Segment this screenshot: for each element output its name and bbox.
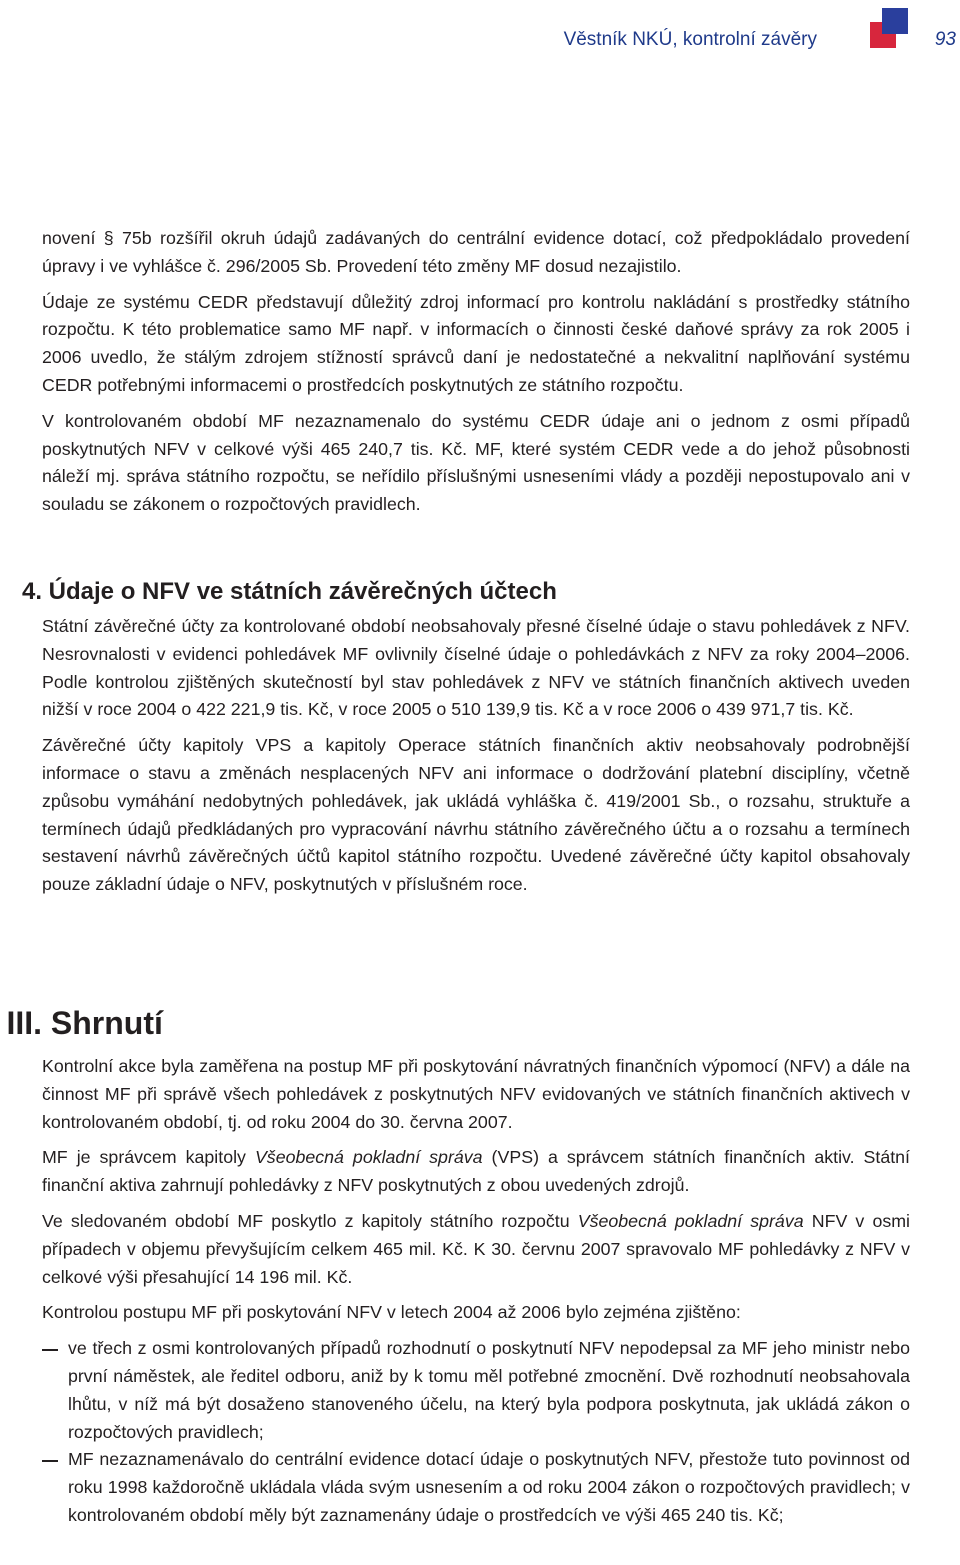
- section-title: Shrnutí: [50, 1005, 163, 1041]
- paragraph: Ve sledovaném období MF poskytlo z kapitoly státního rozpočtu Všeobecná pokladní správa NFV v osmi případech v objemu převyšujícím celkem 465 mil. Kč. K 30. červnu 2007 spravovalo MF pohledávky z NFV v celkové výši přesahující 14 196 mil. Kč.: [42, 1210, 910, 1287]
- findings-list: [42, 1335, 910, 1530]
- emphasis: Všeobecná pokladní správa: [577, 1210, 804, 1231]
- section-title: Údaje o NFV ve státních závěrečných účtech: [48, 578, 557, 605]
- paragraph: Závěrečné účty kapitoly VPS a kapitoly Operace státních finančních aktiv neobsahovaly podrobnější informace o stavu a změnách nesplacených NFV ani informace o dodržování platební disciplíny, včetně způsobu vymáhání nedobytných pohledávek, jak ukládá vyhláška č. 419/2001 Sb., o rozsahu, struktuře a termínech údajů předkládaných pro vypracování návrhu státního závěrečného účtu a o rozsahu a termínech sestavení návrhů závěrečných účtů kapitol státního rozpočtu. Uvedené závěrečné účty kapitol obsahovaly pouze základní údaje o NFV, poskytnutých v příslušném roce.: [42, 735, 910, 895]
- nku-logo-icon: [866, 8, 910, 48]
- paragraph: novení § 75b rozšířil okruh údajů zadávaných do centrální evidence dotací, což předpokládalo provedení úpravy i ve vyhlášce č. 296/2005 Sb. Provedení této změny MF dosud nezajistilo.: [42, 228, 910, 276]
- list-item: ve třech z osmi kontrolovaných případů rozhodnutí o poskytnutí NFV nepodepsal za MF jeho ministr nebo první náměstek, ale ředitel odboru, aniž by k tomu měl potřebné zmocnění. Dvě rozhodnutí neobsahovala lhůtu, v níž má být dosaženo stanoveného účelu, na který byla podpora poskytnuta, jak ukládá zákon o rozpočtových pravidlech;: [42, 1335, 910, 1446]
- paragraph: V kontrolovaném období MF nezaznamenalo do systému CEDR údaje ani o jednom z osmi případů poskytnutých NFV v celkové výši 465 240,7 tis. Kč. MF, které systém CEDR vede a do jehož působnosti náleží mj. správa státního rozpočtu, se neřídilo příslušnými usneseními vlády a později nepostupovalo ani v souladu se zákonem o rozpočtových pravidlech.: [42, 410, 910, 515]
- paragraph: Kontrolou postupu MF při poskytování NFV v letech 2004 až 2006 bylo zejména zjištěno:: [42, 1302, 741, 1323]
- section-III-heading: [0, 1003, 163, 1043]
- emphasis: Všeobecná pokladní správa: [254, 1147, 483, 1168]
- paragraph: MF je správcem kapitoly Všeobecná pokladní správa (VPS) a správcem státních finančních aktiv. Státní finanční aktiva zahrnují pohledávky z NFV poskytnutých z obou uvedených zdrojů.: [42, 1147, 910, 1196]
- section-number: 4.: [21, 578, 42, 605]
- logo-blue-square: [882, 8, 908, 34]
- section-4-heading: [0, 575, 910, 609]
- list-item: MF nezaznamenávalo do centrální evidence dotací údaje o poskytnutých NFV, přestože tuto povinnost od roku 1998 každoročně ukládala vláda svým usnesením a od roku 2004 zákon o rozpočtových pravidlech; v kontrolovaném období měly být zaznamenány údaje o prostředcích ve výši 465 240 tis. Kč;: [42, 1446, 910, 1529]
- section-4-body: [42, 613, 910, 899]
- paragraph: Kontrolní akce byla zaměřena na postup MF při poskytování návratných finančních výpomocí (NFV) a dále na činnost MF při správě všech pohledávek z poskytnutých NFV evidovaných ve státních finančních aktivech v kontrolovaném období, tj. od roku 2004 do 30. června 2007.: [42, 1056, 910, 1132]
- page-number: 93: [934, 29, 956, 50]
- paragraph: Státní závěrečné účty za kontrolované období neobsahovaly přesné číselné údaje o stavu pohledávek z NFV. Nesrovnalosti v evidenci pohledávek MF ovlivnily číselné údaje o pohledávkách z NFV za roky 2004–2006. Podle kontrolou zjištěných skutečností byl stav pohledávek z NFV ve státních finančních aktivech uveden nižší v roce 2004 o 422 221,9 tis. Kč, v roce 2005 o 510 139,9 tis. Kč a v roce 2006 o 439 971,7 tis. Kč.: [42, 616, 910, 720]
- journal-title: Věstník NKÚ, kontrolní závěry: [563, 29, 817, 50]
- section-III-body: [42, 1053, 910, 1530]
- top-text-block: [42, 225, 910, 519]
- paragraph: Údaje ze systému CEDR představují důležitý zdroj informací pro kontrolu nakládání s prostředky státního rozpočtu. K této problematice samo MF např. v informacích o činnosti české daňové správy za rok 2005 i 2006 uvedlo, že stálým zdrojem stížností správců daní je nedostatečné a nekvalitní naplňování systému CEDR potřebnými informacemi o prostředcích poskytnutých ze státního rozpočtu.: [42, 291, 910, 395]
- section-number: III.: [6, 1005, 42, 1041]
